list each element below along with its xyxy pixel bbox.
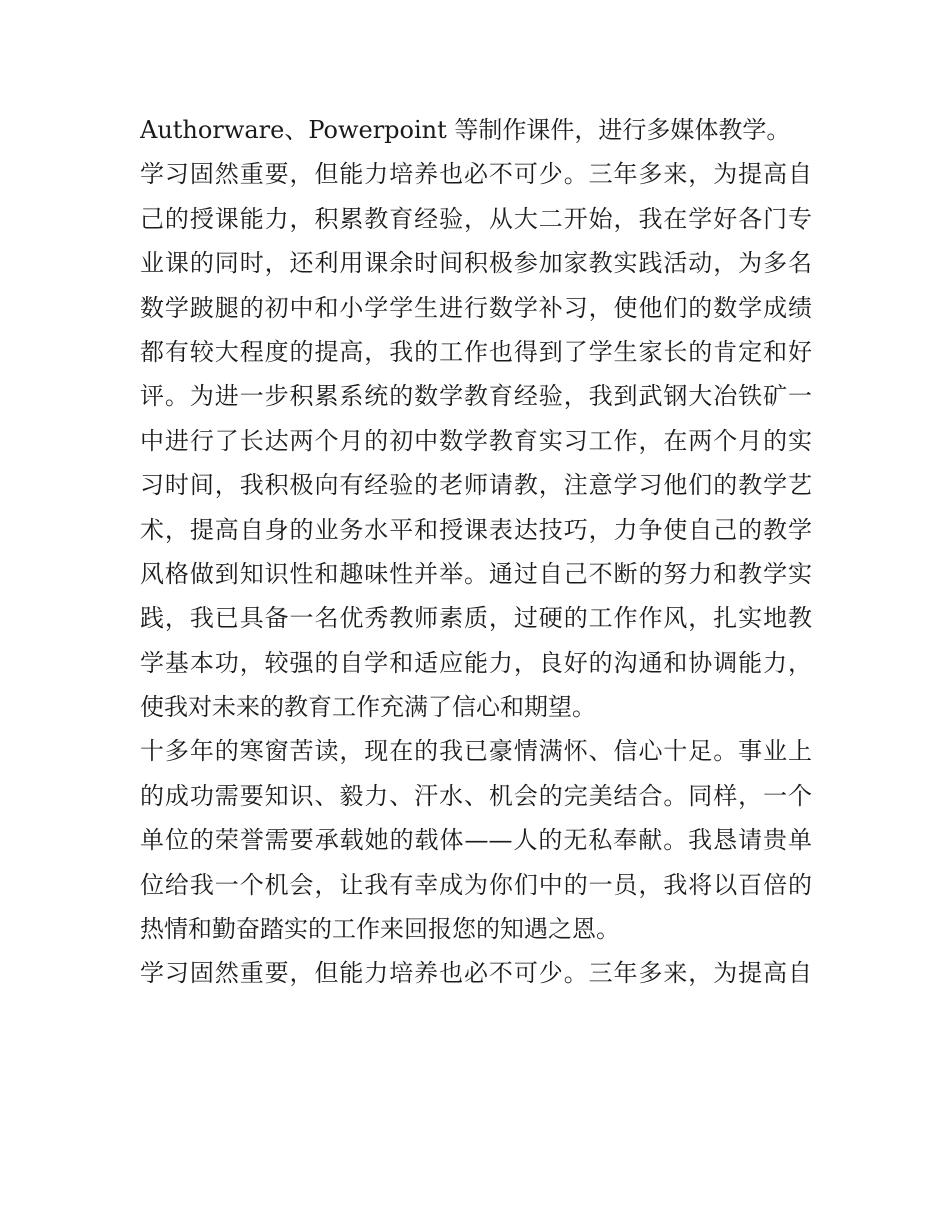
- document-body: [140, 108, 812, 996]
- text-line-14: 使我对未来的教育工作充满了信心和期望。: [140, 693, 596, 722]
- text-line-1: Authorware、Powerpoint 等制作课件，进行多媒体教学。: [140, 116, 791, 144]
- text-line-8: 中进行了长达两个月的初中数学教育实习工作，在两个月的实: [140, 426, 812, 455]
- text-line-9: 习时间，我积极向有经验的老师请教，注意学习他们的教学艺: [140, 471, 812, 500]
- text-line-20: 学习固然重要，但能力培养也必不可少。三年多来，为提高自: [140, 959, 812, 988]
- text-line-10: 术，提高自身的业务水平和授课表达技巧，力争使自己的教学: [140, 515, 812, 544]
- text-line-17: 单位的荣誉需要承载她的载体——人的无私奉献。我恳请贵单: [140, 826, 812, 855]
- text-line-2: 学习固然重要，但能力培养也必不可少。三年多来，为提高自: [140, 160, 812, 189]
- text-line-4: 业课的同时，还利用课余时间积极参加家教实践活动，为多名: [140, 249, 812, 278]
- text-line-3: 己的授课能力，积累教育经验，从大二开始，我在学好各门专: [140, 204, 812, 233]
- text-line-15: 十多年的寒窗苦读，现在的我已豪情满怀、信心十足。事业上: [140, 737, 812, 766]
- text-line-16: 的成功需要知识、毅力、汗水、机会的完美结合。同样，一个: [140, 781, 812, 810]
- text-line-18: 位给我一个机会，让我有幸成为你们中的一员，我将以百倍的: [140, 870, 812, 899]
- text-line-11: 风格做到知识性和趣味性并举。通过自己不断的努力和教学实: [140, 559, 812, 588]
- text-line-6: 都有较大程度的提高，我的工作也得到了学生家长的肯定和好: [140, 337, 812, 366]
- text-line-12: 践，我已具备一名优秀教师素质，过硬的工作作风，扎实地教: [140, 604, 812, 633]
- text-line-7: 评。为进一步积累系统的数学教育经验，我到武钢大冶铁矿一: [140, 382, 812, 411]
- text-line-13: 学基本功，较强的自学和适应能力，良好的沟通和协调能力，: [140, 648, 812, 677]
- text-line-19: 热情和勤奋踏实的工作来回报您的知遇之恩。: [140, 915, 620, 944]
- text-line-5: 数学跛腿的初中和小学学生进行数学补习，使他们的数学成绩: [140, 293, 812, 322]
